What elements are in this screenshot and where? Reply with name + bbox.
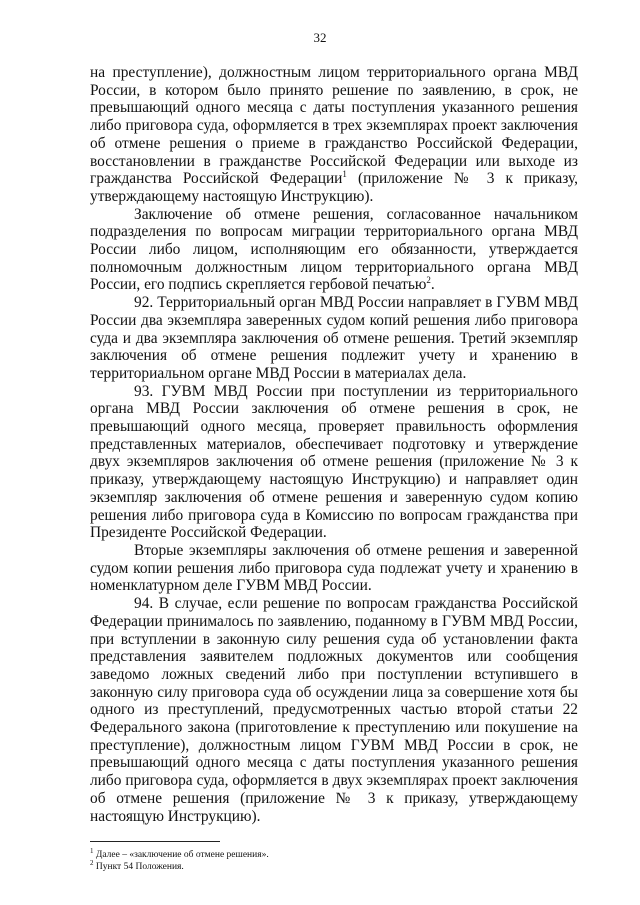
paragraph-94: 94. В случае, если решение по вопросам гражданства Российской Федерации принималось по заявлению, поданному в ГУВМ МВД России, при вступлении в законную силу решения суда об установлении факта представления заявителем подложных документов или сообщения заведомо ложных сведений либо при поступлении вступившего в законную силу приговора суда об осуждении лица за совершение хотя бы одного из преступлений, предусмотренных частью второй статьи 22 Федерального закона (приготовление к преступлению или покушение на преступление), должностным лицом ГУВМ МВД России в срок, не превышающий одного месяца с даты поступления указанного решения либо приговора суда, оформляется в двух экземплярах проект заключения об отмене решения (приложение № 3 к приказу, утверждающему настоящую Инструкцию). xyxy=(90,595,578,825)
paragraph-text-tail: . xyxy=(430,276,435,294)
paragraph-text-tail: (приложение № 3 к приказу, утверждающему настоящую Инструкцию). xyxy=(90,170,578,205)
document-body xyxy=(90,64,578,825)
footnote-reference: 1 xyxy=(342,169,347,180)
footnote-mark: 1 xyxy=(90,846,94,855)
footnote-separator xyxy=(90,841,220,842)
paragraph-text: Заключение об отмене решения, согласованное начальником подразделения по вопросам миграции территориального органа МВД России либо лицом, исполняющим его обязанности, утверждается полномочным должностным лицом территориального органа МВД России, его подпись скрепляется гербовой печатью xyxy=(90,205,578,294)
paragraph xyxy=(90,206,578,295)
paragraph-text: на преступление), должностным лицом территориального органа МВД России, в котором было принято решение по заявлению, в срок, не превышающий одного месяца с даты поступления указанного решения либо приговора суда, оформляется в трех экземплярах проект заключения об отмене решения о приеме в гражданство Российской Федерации, восстановлении в гражданстве Российской Федерации или выходе из гражданства Российской Федерации xyxy=(90,64,578,188)
footnote-text: Далее – «заключение об отмене решения». xyxy=(95,850,269,860)
footnotes xyxy=(90,846,570,873)
paragraph-92: 92. Территориальный орган МВД России направляет в ГУВМ МВД России два экземпляра заверенных судом копий решения либо приговора суда и два экземпляра заключения об отмене решения. Третий экземпляр заключения об отмене решения подлежит учету и хранению в территориальном органе МВД России в материалах дела. xyxy=(90,294,578,382)
footnote-mark: 2 xyxy=(90,858,94,867)
footnote-reference: 2 xyxy=(426,275,431,286)
page-number: 32 xyxy=(313,30,327,45)
paragraph-93: 93. ГУВМ МВД России при поступлении из территориального органа МВД России заключения об отмене решения в срок, не превышающий одного месяца, проверяет правильность оформления представленных материалов, обеспечивает подготовку и утверждение двух экземпляров заключения об отмене решения (приложение № 3 к приказу, утверждающему настоящую Инструкцию) и направляет один экземпляр заключения об отмене решения и заверенную судом копию решения либо приговора суда в Комиссию по вопросам гражданства при Президенте Российской Федерации. xyxy=(90,382,578,542)
paragraph: Вторые экземпляры заключения об отмене решения и заверенной судом копии решения либо приговора суда подлежат учету и хранению в номенклатурном деле ГУВМ МВД России. xyxy=(90,541,578,595)
footnote xyxy=(90,858,570,873)
paragraph-continuation xyxy=(90,64,578,206)
footnote xyxy=(90,846,570,861)
footnote-text: Пункт 54 Положения. xyxy=(95,862,184,872)
